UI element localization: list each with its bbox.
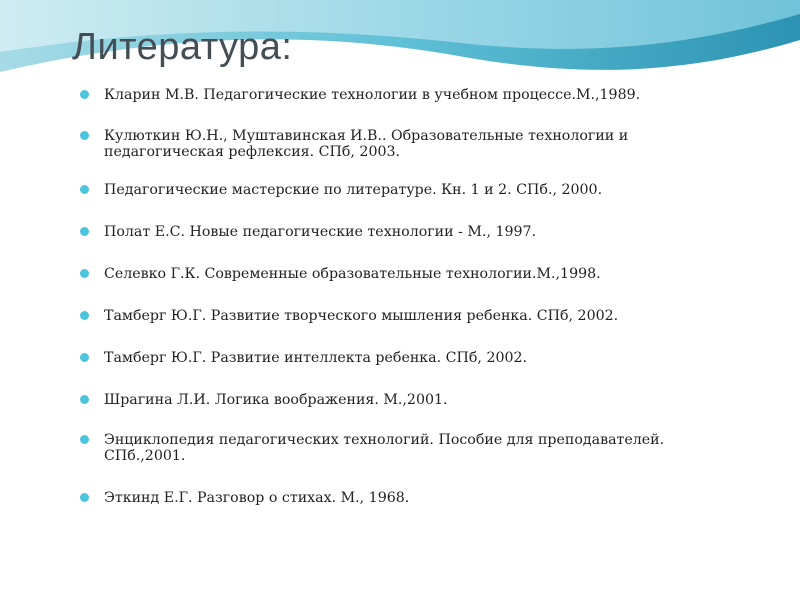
bullet-dot-icon: [80, 227, 89, 236]
reference-item: [80, 128, 744, 160]
bullet-dot-icon: [80, 269, 89, 278]
reference-text: Кларин М.В. Педагогические технологии в учебном процессе.М.,1989.: [104, 87, 641, 103]
bullet-dot-icon: [80, 353, 89, 362]
bullet-dot-icon: [80, 493, 89, 502]
reference-text: Полат Е.С. Новые педагогические технологии - М., 1997.: [104, 224, 537, 240]
reference-item: [80, 392, 744, 408]
reference-text: Кулюткин Ю.Н., Муштавинская И.В.. Образовательные технологии и педагогическая рефлексия. СПб, 2003.: [104, 128, 629, 160]
reference-item: [80, 182, 744, 198]
reference-text: Тамберг Ю.Г. Развитие интеллекта ребенка. СПб, 2002.: [104, 350, 528, 366]
bullet-dot-icon: [80, 185, 89, 194]
reference-text: Педагогические мастерские по литературе. Кн. 1 и 2. СПб., 2000.: [104, 182, 603, 198]
bullet-dot-icon: [80, 395, 89, 404]
reference-item: [80, 308, 744, 324]
reference-item: [80, 87, 744, 103]
reference-item: [80, 350, 744, 366]
reference-item: [80, 266, 744, 282]
reference-text: Тамберг Ю.Г. Развитие творческого мышления ребенка. СПб, 2002.: [104, 308, 619, 324]
reference-text: Селевко Г.К. Современные образовательные технологии.М.,1998.: [104, 266, 601, 282]
reference-item: [80, 490, 744, 506]
bullet-dot-icon: [80, 435, 89, 444]
reference-text: Шрагина Л.И. Логика воображения. М.,2001.: [104, 392, 448, 408]
bullet-dot-icon: [80, 131, 89, 140]
reference-item: [80, 432, 744, 464]
reference-item: [80, 224, 744, 240]
bullet-dot-icon: [80, 311, 89, 320]
reference-text: Эткинд Е.Г. Разговор о стихах. М., 1968.: [104, 490, 410, 506]
reference-text: Энциклопедия педагогических технологий. Пособие для преподавателей. СПб.,2001.: [104, 432, 665, 464]
slide-title: Литература:: [72, 26, 293, 68]
bullet-dot-icon: [80, 90, 89, 99]
